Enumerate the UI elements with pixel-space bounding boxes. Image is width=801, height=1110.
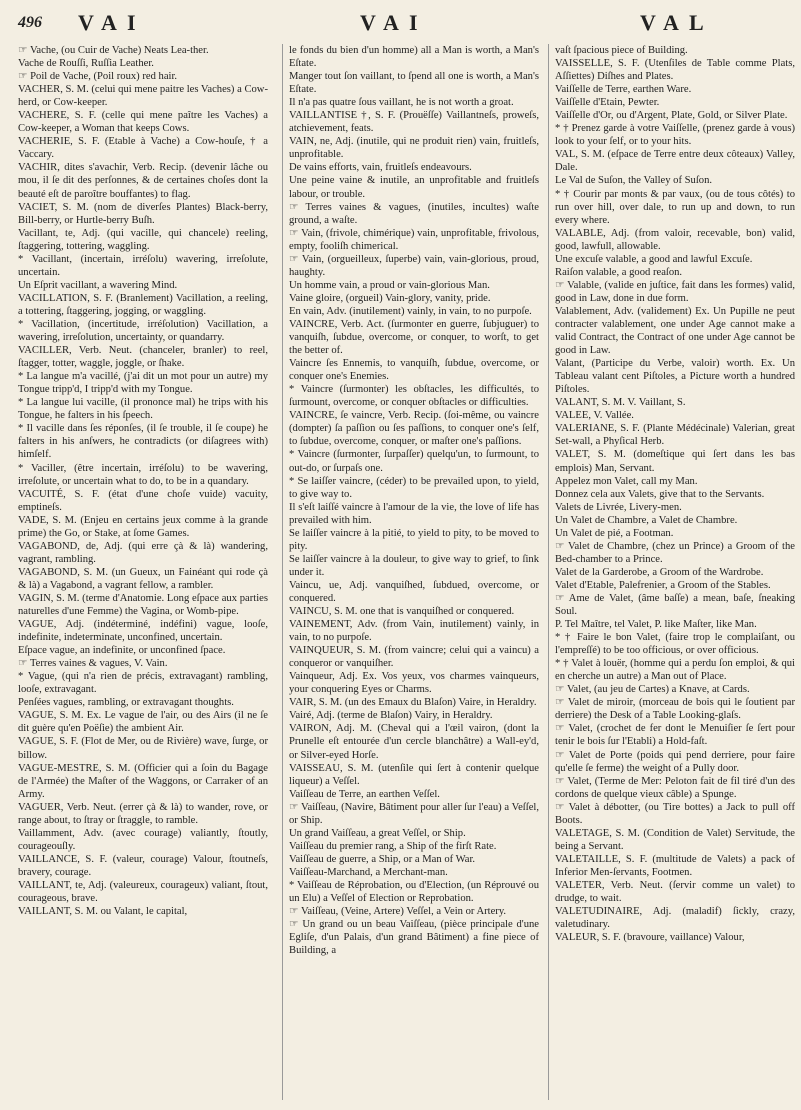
dictionary-entry: * Vague, (qui n'a rien de précis, extravagant) rambling, looſe, extravagant. [18,671,268,696]
dictionary-entry: ☞ Valet, (crochet de fer dont le Menuiſier ſe ſert pour tenir le bois ſur l'Etabli) a Hold-faſt. [555,723,795,748]
dictionary-entry: ☞ Valet, (Terme de Mer: Peloton fait de fil tiré d'un des cordons de quelque vieux câble) a Spunge. [555,775,795,800]
dictionary-entry: P. Tel Maître, tel Valet, P. like Maſter, like Man. [555,619,757,631]
dictionary-entry: Se laiſſer vaincre à la douleur, to give way to grief, to ſink under it. [289,553,539,578]
dictionary-entry: VACHERE, S. F. (celle qui mene paître les Vaches) a Cow-keeper, a Woman that keeps Cows. [18,110,268,135]
running-head-center: VAI [360,10,428,35]
dictionary-entry: ☞ Terres vaines & vagues, V. Vain. [18,658,168,670]
dictionary-entry: ☞ Vaiſſeau, (Veine, Artere) Veſſel, a Vein or Artery. [289,906,507,918]
dictionary-entry: Valant, (Participe du Verbe, valoir) worth. Ex. Un Tableau valant cent Piſtoles, a Picture worth a hundred Piſtoles. [555,358,795,396]
dictionary-entry: VALABLE, Adj. (from valoir, recevable, bon) valid, good, lawfull, allowable. [555,227,795,252]
dictionary-entry: Vaine gloire, (orgueil) Vain-glory, vanity, pride. [289,292,491,304]
dictionary-entry: VAGUER, Verb. Neut. (errer çà & là) to wander, rove, or range about, to ſtray or ſtraggle, to ramble. [18,801,268,826]
dictionary-entry: VAGUE, S. M. Ex. Le vague de l'air, ou des Airs (il ne ſe dit guère qu'en Poëſie) the ambient Air. [18,710,268,735]
dictionary-entry: VAINCRE, ſe vaincre, Verb. Recip. (ſoi-même, ou vaincre (dompter) ſa paſſion ou ſes paſſions, to conquer one's ſelf, to ſubdue, overcome, conquer, or maſter one's paſſions. [289,410,539,448]
dictionary-entry: Appelez mon Valet, call my Man. [555,475,698,487]
dictionary-entry: ☞ Valable, (valide en juſtice, fait dans les formes) valid, good in Law, done in due form. [555,279,795,304]
dictionary-entry: VAILLANT, S. M. ou Valant, le capital, [18,906,188,918]
dictionary-entry: vaſt ſpacious piece of Building. [555,45,688,56]
dictionary-entry: Vaincu, ue, Adj. vanquiſhed, ſubdued, overcome, or conquered. [289,579,539,604]
dictionary-entry: * La langue lui vacille, (il prononce mal) he trips with his Tongue, he falters in his ſpeech. [18,397,268,422]
dictionary-entry: VAINCRE, Verb. Act. (ſurmonter en guerre, ſubjuguer) to vanquiſh, ſubdue, overcome, or conquer, to worſt, to get the better of. [289,318,539,357]
dictionary-entry: VAISSEAU, S. M. (utenſile qui ſert à contenir quelque liqueur) a Veſſel. [289,762,539,787]
dictionary-entry: VAILLANTISE †, S. F. (Prouëſſe) Vaillantneſs, proweſs, atchievement, feats. [289,110,539,135]
dictionary-entry: VAIRON, Adj. M. (Cheval qui a l'œil vairon, (dont la Prunelle eſt entourée d'un cercle blanchâtre) a Wall-ey'd, or Silver-eyed Horſe. [289,723,539,761]
dictionary-entry: VALEE, V. Vallée. [555,410,634,422]
dictionary-entry: VAIN, ne, Adj. (inutile, qui ne produit rien) vain, fruitleſs, unprofitable. [289,136,539,161]
dictionary-entry: Manger tout ſon vaillant, to ſpend all one is worth, a Man's Eſtate. [289,71,539,96]
dictionary-entry: VAISSELLE, S. F. (Utenſiles de Table comme Plats, Aſſiettes) Diſhes and Plates. [555,58,795,83]
dictionary-entry: Il s'eſt laiſſé vaincre à l'amour de la vie, the love of life has prevailed with him. [289,501,539,526]
running-head-right: VAL [640,10,714,35]
dictionary-entry: VACILLATION, S. F. (Branlement) Vacillation, a reeling, a tottering, ſtaggering, jogging, or waggling. [18,292,268,317]
dictionary-entry: * Vacillant, (incertain, irréſolu) wavering, irreſolute, uncertain. [18,253,268,278]
dictionary-entry: Une peine vaine & inutile, an unprofitable and fruitleſs labour, or trouble. [289,175,539,200]
dictionary-entry: Vainqueur, Adj. Ex. Vos yeux, vos charmes vainqueurs, your conquering Eyes or Charms. [289,671,539,696]
dictionary-entry: De vains efforts, vain, fruitleſs endeavours. [289,162,472,174]
page-header [0,8,801,38]
dictionary-entry: le fonds du bien d'un homme) all a Man is worth, a Man's Eſtate. [289,45,539,70]
dictionary-entry: Un grand Vaiſſeau, a great Veſſel, or Ship. [289,827,466,839]
dictionary-entry: Vacillant, te, Adj. (qui vacille, qui chancele) reeling, ſtaggering, tottering, waggling. [18,227,268,252]
dictionary-entry: VACHIR, dites s'avachir, Verb. Recip. (devenir lâche ou mou, il ſe dit des perſonnes, & de certaines choſes dont la beauté eſt de paroître bouffantes) to flag. [18,162,268,200]
dictionary-entry: ☞ Valet à débotter, (ou Tire bottes) a Jack to pull off Boots. [555,801,795,826]
running-head-left: VAI [78,10,146,35]
dictionary-entry: Valablement, Adv. (validement) Ex. Un Pupille ne peut contracter valablement, one under Age cannot make a valid Contract, the Contract of one under Age cannot be good in Law. [555,305,795,357]
dictionary-entry: VADE, S. M. (Enjeu en certains jeux comme à la grande prime) the Go, or Stake, at ſome Games. [18,514,268,539]
dictionary-entry: En vain, Adv. (inutilement) vainly, in vain, to no purpoſe. [289,305,532,317]
dictionary-entry: * Vacillation, (incertitude, irréſolution) Vacillation, a wavering, irreſolution, uncertainty, or quandarry. [18,318,268,344]
dictionary-entry: Vaincre ſes Ennemis, to vanquiſh, ſubdue, overcome, or conquer one's Enemies. [289,358,539,383]
dictionary-entry: VAINCU, S. M. one that is vanquiſhed or conquered. [289,606,515,618]
dictionary-entry: VALETAILLE, S. F. (multitude de Valets) a pack of Inferior Men-ſervants, Footmen. [555,853,795,878]
dictionary-entry: Vaiſſeau de Terre, an earthen Veſſel. [289,788,440,800]
dictionary-entry: VAILLANT, te, Adj. (valeureux, courageux) valiant, ſtout, courageous, brave. [18,880,268,905]
dictionary-entry: Valets de Livrée, Livery-men. [555,501,682,513]
dictionary-entry: * † Valet à louër, (homme qui a perdu ſon emploi, & qui en cherche un autre) a Man out of Place. [555,658,795,683]
dictionary-entry: VALETER, Verb. Neut. (ſervir comme un valet) to drudge, to wait. [555,880,795,905]
dictionary-entry: ☞ Terres vaines & vagues, (inutiles, incultes) waſte ground, a waſte. [289,201,539,226]
dictionary-entry: VAILLANCE, S. F. (valeur, courage) Valour, ſtoutneſs, bravery, courage. [18,853,268,878]
dictionary-entry: Penſées vagues, rambling, or extravagant thoughts. [18,697,234,709]
dictionary-entry: Un Eſprit vacillant, a wavering Mind. [18,279,178,291]
dictionary-entry: Le Val de Suſon, the Valley of Suſon. [555,175,713,187]
column-middle [282,44,539,1100]
dictionary-entry: VALET, S. M. (domeſtique qui ſert dans les bas emplois) Man, Servant. [555,449,795,474]
dictionary-entry: Une excuſe valable, a good and lawful Excuſe. [555,253,753,265]
dictionary-entry: * † Courir par monts & par vaux, (ou de tous côtés) to run over hill, over dale, to run up and down, to run every where. [555,188,795,226]
dictionary-entry: VAIR, S. M. (un des Emaux du Blaſon) Vaire, in Heraldry. [289,697,537,709]
dictionary-entry: VAGUE, S. F. (Flot de Mer, ou de Rivière) wave, ſurge, or billow. [18,736,268,761]
dictionary-entry: Vaiſſeau de guerre, a Ship, or a Man of War. [289,853,476,865]
dictionary-entry: VAINQUEUR, S. M. (from vaincre; celui qui a vaincu) a conqueror or vanquiſher. [289,645,539,670]
dictionary-entry: * Vaciller, (être incertain, irréſolu) to be wavering, irreſolute, or uncertain what to do, to be in a quandary. [18,462,268,487]
dictionary-entry: Raiſon valable, a good reaſon. [555,266,683,278]
dictionary-entry: * Vaincre (ſurmonter) les obſtacles, les difficultés, to ſurmount, overcome, or conquer obſtacles or difficulties. [289,384,539,409]
dictionary-entry: * Se laiſſer vaincre, (céder) to be prevailed upon, to yield, to give way to. [289,475,539,500]
dictionary-entry: Valet de la Garderobe, a Groom of the Wardrobe. [555,566,764,578]
dictionary-entry: Un homme vain, a proud or vain-glorious Man. [289,279,490,291]
dictionary-entry: VACIET, S. M. (nom de diverſes Plantes) Black-berry, Bill-berry, or Hurtle-berry Buſh. [18,201,268,226]
dictionary-entry: VALEUR, S. F. (bravoure, vaillance) Valour, [555,932,745,944]
dictionary-entry: * † Faire le bon Valet, (faire trop le complaiſant, ou l'empreſſé) to be too officious, or over officious. [555,632,795,657]
dictionary-entry: Vaiſſelle de Terre, earthen Ware. [555,84,692,96]
dictionary-entry: * Vaiſſeau de Réprobation, ou d'Election, (un Réprouvé ou un Elu) a Veſſel of Election or Reprobation. [289,880,539,905]
dictionary-entry: VACILLER, Verb. Neut. (chanceler, branler) to reel, ſtagger, totter, waggle, joggle, or ſhake. [18,345,268,370]
page-number: 496 [18,14,42,31]
dictionary-entry: VACUITÉ, S. F. (état d'une choſe vuide) vacuity, emptineſs. [18,488,268,513]
dictionary-entry: VAGUE, Adj. (indéterminé, indéfini) vague, looſe, indefinite, indeterminate, unconfined, uncertain. [18,619,268,644]
dictionary-entry: Un Valet de Chambre, a Valet de Chambre. [555,514,738,526]
dictionary-entry: VAGABOND, de, Adj. (qui erre çà & là) wandering, vagrant, rambling. [18,540,268,565]
dictionary-entry: ☞ Valet de Chambre, (chez un Prince) a Groom of the Bed-chamber to a Prince. [555,540,795,565]
dictionary-entry: VALETAGE, S. M. (Condition de Valet) Servitude, the being a Servant. [555,827,795,852]
dictionary-entry: ☞ Ame de Valet, (âme baſſe) a mean, baſe, ſneaking Soul. [555,592,795,618]
dictionary-entry: Vache de Rouſſi, Ruſſia Leather. [18,58,154,70]
dictionary-entry: VALERIANE, S. F. (Plante Médécinale) Valerian, great Set-wall, a Phyſical Herb. [555,423,795,448]
dictionary-entry: VAL, S. M. (eſpace de Terre entre deux côteaux) Valley, Dale. [555,149,795,174]
dictionary-entry: VACHERIE, S. F. (Etable à Vache) a Cow-houſe, † a Vaccary. [18,136,268,161]
dictionary-entry: ☞ Vaiſſeau, (Navire, Bâtiment pour aller ſur l'eau) a Veſſel, or Ship. [289,801,539,826]
dictionary-entry: Valet d'Etable, Palefrenier, a Groom of the Stables. [555,579,771,591]
dictionary-entry: VAGABOND, S. M. (un Gueux, un Fainéant qui rode çà & là) a Vagabond, a vagrant fellow, a rambler. [18,566,268,591]
dictionary-entry: * Vaincre (ſurmonter, ſurpaſſer) quelqu'un, to ſurmount, to out-do, or ſurpaſs one. [289,449,539,474]
dictionary-entry: ☞ Vache, (ou Cuir de Vache) Neats Lea-ther. [18,45,209,56]
dictionary-entry: * La langue m'a vacillé, (j'ai dit un mot pour un autre) my Tongue tripp'd, I tripp'd with my Tongue. [18,371,268,396]
dictionary-entry: VACHER, S. M. (celui qui mene paitre les Vaches) a Cow-herd, or Cow-keeper. [18,84,268,109]
dictionary-entry: * Il vacille dans ſes réponſes, (il ſe trouble, il ſe coupe) he falters in his anſwers, he contradicts (or diſagrees with) himſelf. [18,423,268,461]
dictionary-entry: Vairé, Adj. (terme de Blaſon) Vairy, in Heraldry. [289,710,493,722]
dictionary-entry: ☞ Vain, (frivole, chimérique) vain, unprofitable, frivolous, empty, fooliſh chimerical. [289,227,539,252]
dictionary-entry: Vaillamment, Adv. (avec courage) valiantly, ſtoutly, courageouſly. [18,827,268,852]
dictionary-entry: Vaiſſeau-Marchand, a Merchant-man. [289,866,448,878]
dictionary-entry: Un Valet de pié, a Footman. [555,527,674,539]
column-right [548,44,795,1100]
dictionary-entry: Vaiſſelle d'Etain, Pewter. [555,97,660,109]
dictionary-entry: Se laiſſer vaincre à la pitié, to yield to pity, to be moved to pity. [289,527,539,552]
dictionary-entry: ☞ Vain, (orgueilleux, ſuperbe) vain, vain-glorious, proud, haughty. [289,253,539,278]
dictionary-entry: ☞ Valet, (au jeu de Cartes) a Knave, at Cards. [555,684,750,696]
dictionary-entry: VAINEMENT, Adv. (from Vain, inutilement) vainly, in vain, to no purpoſe. [289,619,539,644]
dictionary-entry: Vaiſſelle d'Or, ou d'Argent, Plate, Gold, or Silver Plate. [555,110,788,122]
dictionary-entry: VALANT, S. M. V. Vaillant, S. [555,397,686,409]
dictionary-entry: ☞ Poil de Vache, (Poil roux) red hair. [18,71,178,83]
dictionary-entry: Eſpace vague, an indefinite, or unconfined ſpace. [18,645,226,657]
dictionary-entry: ☞ Valet de miroir, (morceau de bois qui le ſoutient par derriere) the Desk of a Table Looking-glaſs. [555,697,795,722]
dictionary-entry: * † Prenez garde à votre Vaiſſelle, (prenez garde à vous) look to your ſelf, or to your hits. [555,123,795,148]
dictionary-entry: VALETUDINAIRE, Adj. (maladif) ſickly, crazy, valetudinary. [555,906,795,931]
dictionary-entry: Donnez cela aux Valets, give that to the Servants. [555,488,765,500]
dictionary-entry: Il n'a pas quatre ſous vaillant, he is not worth a groat. [289,97,514,109]
dictionary-entry: VAGIN, S. M. (terme d'Anatomie. Long eſpace aux parties naturelles d'une Femme) the Vagina, or Womb-pipe. [18,592,268,618]
dictionary-entry: ☞ Un grand ou un beau Vaiſſeau, (pièce principale d'une Egliſe, d'un Palais, d'un grand Bâtiment) a fine piece of Building, a [289,919,539,957]
dictionary-entry: VAGUE-MESTRE, S. M. (Officier qui a ſoin du Bagage de l'Armée) the Maſter of the Waggons, or Carraker of an Army. [18,762,268,800]
dictionary-entry: Vaiſſeau du premier rang, a Ship of the firſt Rate. [289,840,497,852]
column-left [18,44,268,1100]
dictionary-entry: ☞ Valet de Porte (poids qui pend derriere, pour faire qu'elle ſe ferme) the weight of a Pully door. [555,749,795,774]
